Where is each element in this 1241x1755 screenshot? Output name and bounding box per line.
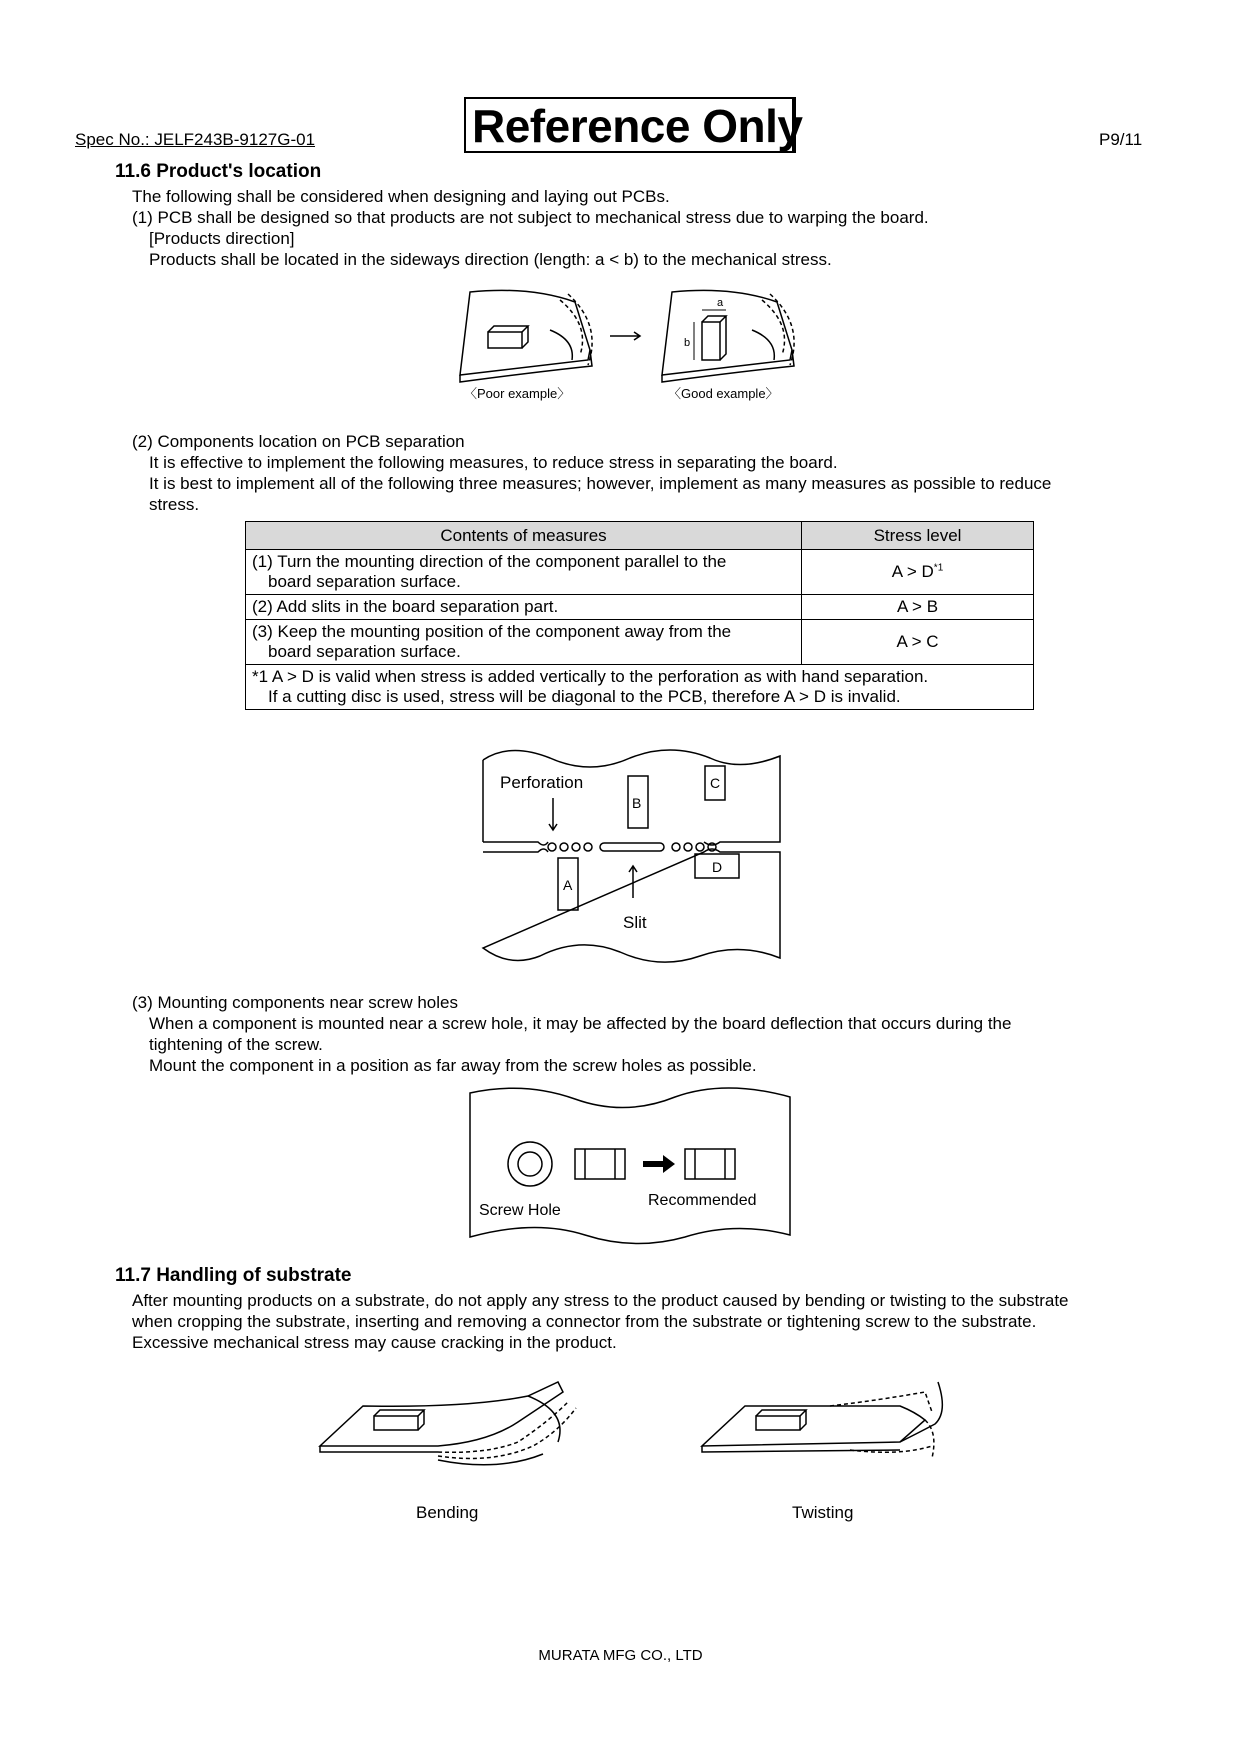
page-number: P9/11 bbox=[1099, 130, 1143, 149]
poor-example-caption: 〈Poor example〉 bbox=[464, 386, 571, 401]
table-row bbox=[246, 595, 1034, 620]
footer-company: MURATA MFG CO., LTD bbox=[538, 1647, 703, 1664]
header-contents: Contents of measures bbox=[246, 522, 802, 550]
item-1-title: (1) PCB shall be designed so that products are not subject to mechanical stress due to warping the board. bbox=[132, 208, 929, 227]
spec-number: Spec No.: JELF243B-9127G-01 bbox=[75, 130, 316, 149]
stress-level-2: A > B bbox=[802, 595, 1034, 620]
label-a: A bbox=[563, 877, 573, 893]
dim-a-label: a bbox=[717, 297, 724, 309]
item-3-line2: tightening of the screw. bbox=[149, 1035, 323, 1054]
measure-2: (2) Add slits in the board separation part. bbox=[246, 595, 802, 620]
twisting-figure bbox=[700, 1372, 950, 1472]
measures-table bbox=[245, 521, 1034, 710]
table-header-row bbox=[246, 522, 1034, 550]
table-note-row bbox=[246, 665, 1034, 710]
item-2-title: (2) Components location on PCB separation bbox=[132, 432, 465, 451]
screw-hole-label: Screw Hole bbox=[479, 1202, 561, 1219]
bending-figure bbox=[318, 1372, 578, 1472]
stress-level-3: A > C bbox=[802, 620, 1034, 665]
section-11-7-line3: Excessive mechanical stress may cause cracking in the product. bbox=[132, 1333, 617, 1352]
label-c: C bbox=[710, 775, 721, 791]
table-row bbox=[246, 550, 1034, 595]
reference-only-stamp: Reference Only bbox=[464, 97, 796, 153]
section-11-6-title: 11.6 Product's location bbox=[115, 161, 322, 182]
table-row bbox=[246, 620, 1034, 665]
item-3-line1: When a component is mounted near a screw hole, it may be affected by the board deflection that occurs during the bbox=[149, 1014, 1012, 1033]
item-1-subheading: [Products direction] bbox=[149, 229, 295, 248]
measure-3: (3) Keep the mounting position of the component away from the board separation surface. bbox=[246, 620, 802, 665]
item-2-line2: It is best to implement all of the following three measures; however, implement as many measures as possible to reduce bbox=[149, 474, 1052, 493]
item-1-text: Products shall be located in the sideways direction (length: a < b) to the mechanical stress. bbox=[149, 250, 832, 269]
measure-1: (1) Turn the mounting direction of the component parallel to the board separation surface. bbox=[246, 550, 802, 595]
item-2-line1: It is effective to implement the following measures, to reduce stress in separating the board. bbox=[149, 453, 838, 472]
bending-caption: Bending bbox=[416, 1503, 479, 1522]
dim-b-label: b bbox=[684, 337, 691, 349]
section-11-7-title: 11.7 Handling of substrate bbox=[115, 1265, 352, 1286]
header-stress-level: Stress level bbox=[802, 522, 1034, 550]
section-11-7-line2: when cropping the substrate, inserting and removing a connector from the substrate or tightening screw to the substrate. bbox=[132, 1312, 1037, 1331]
item-2-line3: stress. bbox=[149, 495, 200, 514]
label-b: B bbox=[632, 795, 642, 811]
good-example-caption: 〈Good example〉 bbox=[668, 386, 779, 401]
item-3-line3: Mount the component in a position as far away from the screw holes as possible. bbox=[149, 1056, 757, 1075]
section-11-7-line1: After mounting products on a substrate, do not apply any stress to the product caused by bending or twisting to the substrate bbox=[132, 1291, 1069, 1310]
twisting-caption: Twisting bbox=[792, 1503, 854, 1522]
table-note: *1 A > D is valid when stress is added vertically to the perforation as with hand separation. If a cutting disc is used, stress will be diagonal to the PCB, therefore A > D is invalid. bbox=[246, 665, 1034, 710]
pcb-separation-figure bbox=[480, 748, 790, 963]
section-11-6-intro: The following shall be considered when designing and laying out PCBs. bbox=[132, 187, 670, 206]
label-d: D bbox=[712, 859, 723, 875]
stress-level-1: $A > D^{*1}$ bbox=[802, 550, 1034, 595]
products-direction-figure bbox=[440, 280, 820, 410]
slit-label: Slit bbox=[623, 913, 647, 932]
perforation-label: Perforation bbox=[500, 773, 584, 792]
screw-hole-figure bbox=[465, 1085, 797, 1247]
recommended-label: Recommended bbox=[648, 1192, 757, 1209]
item-3-title: (3) Mounting components near screw holes bbox=[132, 993, 458, 1012]
